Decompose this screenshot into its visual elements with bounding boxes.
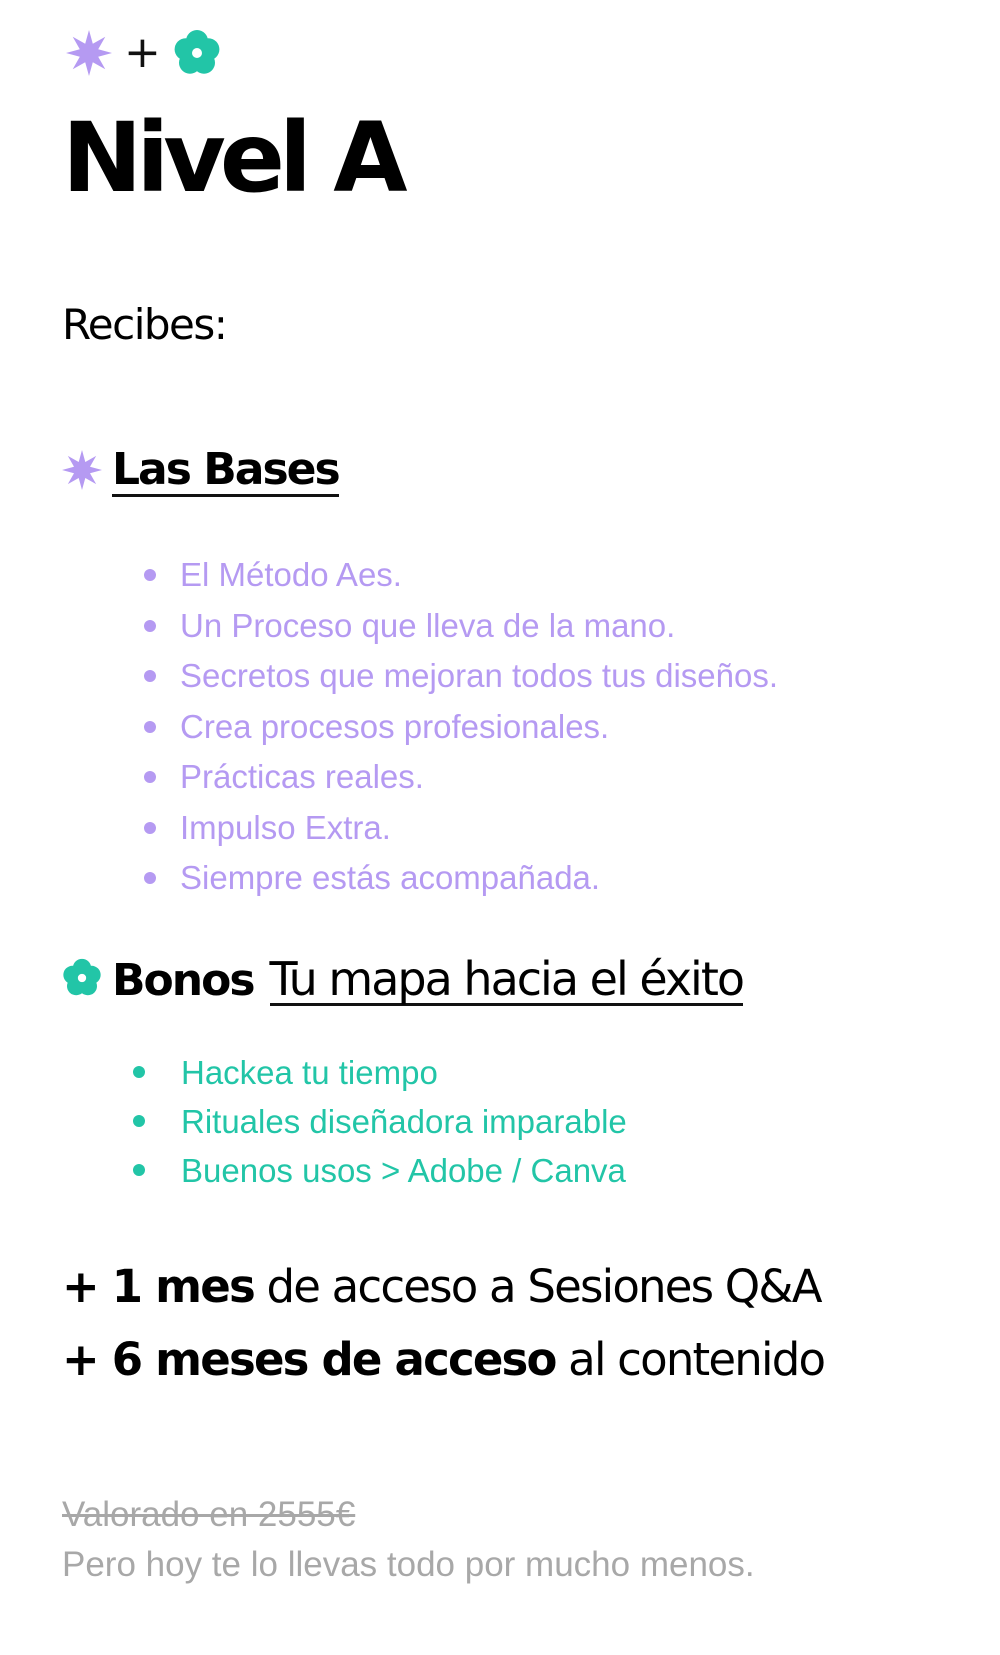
discount-note: Pero hoy te lo llevas todo por mucho menos. [62,1545,755,1584]
extra-content-access-bold: + 6 meses de acceso [62,1333,556,1386]
list-item: Hackea tu tiempo [133,1048,627,1097]
list-item: Impulso Extra. [144,803,778,854]
list-item: Un Proceso que lleva de la mano. [144,601,778,652]
bases-list [144,550,778,904]
section-bases-title: Las Bases [112,447,339,497]
sparkle-star-icon [62,450,102,495]
extra-qa-sessions-text: de acceso a Sesiones Q&A [266,1260,821,1313]
bonos-list [133,1048,627,1195]
list-item: Buenos usos > Adobe / Canva [133,1146,627,1195]
original-price: Valorado en 2555€ [62,1495,356,1534]
intro-label: Recibes: [62,300,227,349]
section-bonos-subtitle: Tu mapa hacia el éxito [269,952,744,1006]
header-icons [66,27,221,80]
extra-qa-sessions-bold: + 1 mes [62,1260,254,1313]
section-bases-heading [62,444,339,497]
extra-qa-sessions [62,1262,821,1312]
sparkle-star-icon [66,30,112,81]
flower-icon [173,29,221,82]
list-item: Siempre estás acompañada. [144,853,778,904]
list-item: Secretos que mejoran todos tus diseños. [144,651,778,702]
section-bonos-title: Bonos [112,955,254,1007]
list-item: Rituales diseñadora imparable [133,1097,627,1146]
list-item: El Método Aes. [144,550,778,601]
page-title: Nivel A [62,102,402,214]
list-item: Prácticas reales. [144,752,778,803]
plus-symbol: + [124,27,161,78]
extra-content-access [62,1335,824,1385]
section-bonos-heading [62,952,744,1007]
flower-icon [62,958,102,1003]
extra-content-access-text: al contenido [568,1333,825,1386]
list-item: Crea procesos profesionales. [144,702,778,753]
